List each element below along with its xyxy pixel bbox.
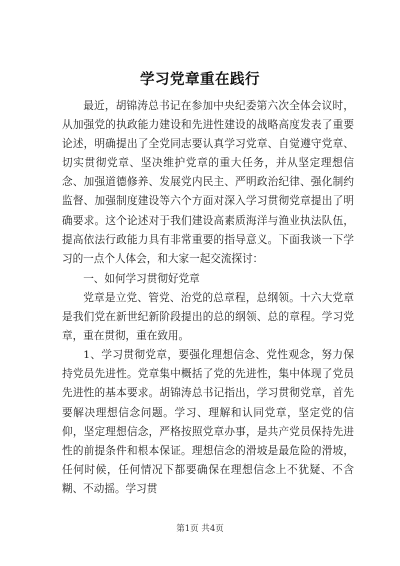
section-heading: 一、如何学习贯彻好党章 [83,272,200,285]
document-title: 学习党章重在践行 [140,72,260,88]
intro-paragraph: 最近，胡锦涛总书记在参加中央纪委第六次全体会议时，从加强党的执政能力建设和先进性建设的战略高度发表了重要论述，明确提出了全党同志要认真学习党章、自觉遵守党章、切实贯彻党章、坚决维护党章的重大任务，并从坚定理想信念、加强道德修养、发展党内民主、严明政治纪律、强化制约监督、加强制度建设等六个方面对深入学习贯彻党章提出了明确要求。这个论述对于我们建设高素质海洋与渔业执法队伍，提高依法行政能力具有非常重要的指导意义。下面我谈一下学习的一点个人体会，和大家一起交流探讨： [62,100,354,265]
body-paragraph: 1、学习贯彻党章，要强化理想信念、党性观念，努力保持党员先进性。党章集中概括了党的先进性，集中体现了党员先进性的基本要求。胡锦涛总书记指出，学习贯彻党章，首先要解决理想信念问题。学习、理解和认同党章，坚定党的信仰，坚定理想信念，严格按照党章办事，是共产党员保持先进性的前提条件和根本保证。理想信念的滑坡是最危险的滑坡，任何时候，任何情况下都要确保在理想信念上不犹疑、不含糊、不动摇。学习贯 [62,349,354,495]
page-number: 第1页 共4页 [176,524,224,534]
body-paragraph: 党章是立党、管党、治党的总章程，总纲领。十六大党章是我们党在新世纪新阶段提出的总的纲领、总的章程。学习党章，重在贯彻，重在致用。 [62,291,354,343]
document-body [62,97,354,499]
